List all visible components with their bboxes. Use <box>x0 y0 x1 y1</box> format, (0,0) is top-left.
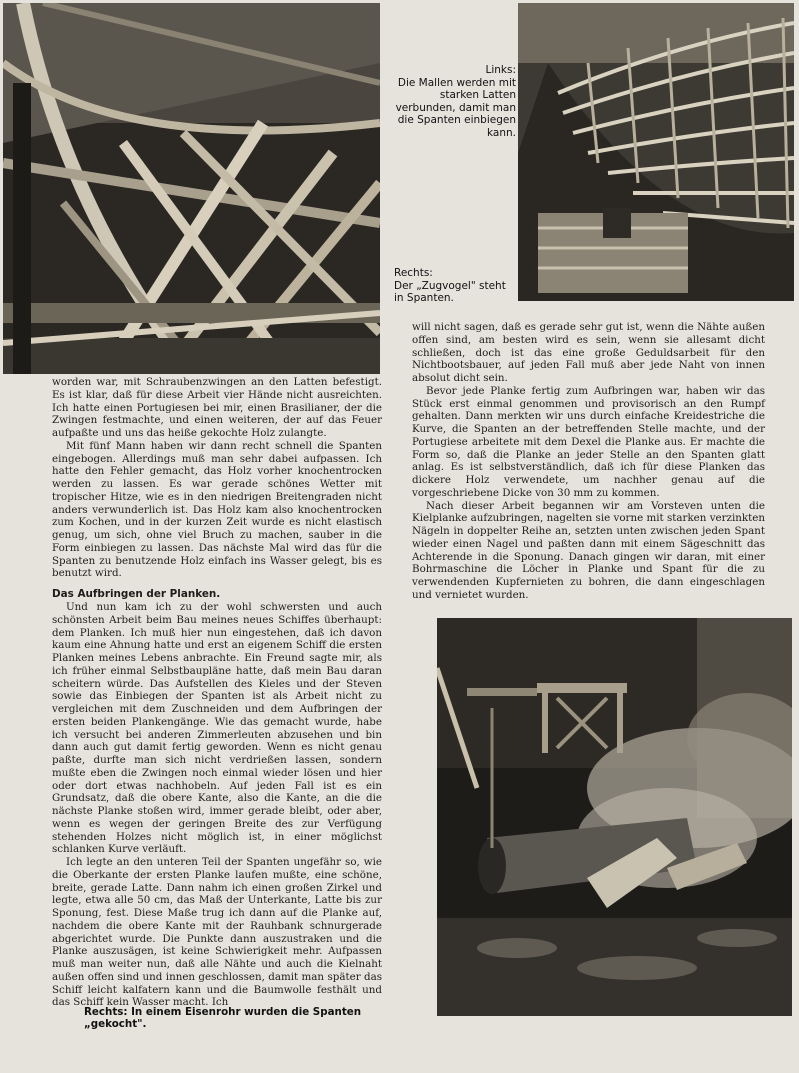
photo-zugvogel-in-frames <box>518 3 794 301</box>
right-paragraph-3: Nach dieser Arbeit begannen wir am Vorsteven unten die Kielplanke aufzubringen, nagelten sie vorne mit starken verzinkten Nägeln in doppelter Reihe an, setzten unten zwischen jeden Spant wieder einen Nagel und paßten dann mit einem Sägeschnitt das Achterende in die Sponung. Danach gingen wir daran, mit einer Bohrmaschine die Löcher in Planke und Spant für die zu verwendenden Kupfernieten zu bohren, die dann eingeschlagen und vernietet wurden. <box>412 499 765 601</box>
caption-rechts-top-head: Rechts: <box>394 267 433 279</box>
caption-rechts-top-body: Der „Zugvogel" steht in Spanten. <box>394 279 506 304</box>
right-paragraph-2: Bevor jede Planke fertig zum Aufbringen war, haben wir das Stück erst einmal genommen und provisorisch an den Rumpf gehalten. Dann merkten wir uns durch einfache Kreidestriche die Kurve, die Spanten an der betreffenden Stelle machte, und der Portugiese arbeitete mit dem Dexel die Planke aus. Er machte die Form so, daß die Planke an jeder Stelle an den Spanten glatt anlag. Es ist selbstverständlich, daß ich für diese Planken das dickere Holz verwendete, um nachher genau auf die vorgeschriebene Dicke von 30 mm zu kommen. <box>412 384 765 499</box>
right-paragraph-1: will nicht sagen, daß es gerade sehr gut ist, wenn die Nähte außen offen sind, am besten wird es sein, wenn sie allesamt dicht schließen, doch ist das eine große Geduldsarbeit für den Nichtbootsbauer, auf jeden Fall muß aber jede Naht von innen absolut dicht sein. <box>412 321 765 384</box>
left-text-column <box>52 376 382 1009</box>
caption-links-body: Die Mallen werden mit starken Latten verbunden, damit man die Spanten einbiegen kann. <box>395 76 516 139</box>
section-heading: Das Aufbringen der Planken. <box>52 588 221 600</box>
caption-links <box>394 64 516 139</box>
left-paragraph-1: worden war, mit Schraubenzwingen an den Latten befestigt. Es ist klar, daß für diese Arbeit vier Hände nicht ausreichten. Ich hatte einen Portugiesen bei mir, einen Brasilianer, der die Zwingen festmachte, und einen weiteren, der auf das Feuer aufpaßte und uns das heiße gekochte Holz zulangte. <box>52 376 382 439</box>
photo-molds-and-battens-image <box>3 3 380 374</box>
left-paragraph-4: Ich legte an den unteren Teil der Spanten ungefähr so, wie die Oberkante der ersten Planke laufen mußte, eine schöne, breite, gerade Latte. Dann nahm ich einen großen Zirkel und legte, etwa alle 50 cm, das Maß der Unterkante, Latte bis zur Sponung, fest. Diese Maße trug ich dann auf die Planke auf, nachdem die obere Kante mit der Rauhbank schnurgerade abgerichtet wurde. Die Punkte dann auszustraken und die Planke auszusägen, ist keine Schwierigkeit mehr. Aufpassen muß man weiter nun, daß alle Nähte und auch die Kielnaht außen offen sind und innen geschlossen, damit man später das Schiff leicht kalfatern kann und die Baumwolle festhält und das Schiff kein Wasser macht. Ich <box>52 856 382 1009</box>
photo-zugvogel-in-frames-image <box>518 3 794 301</box>
right-text-column <box>412 321 765 602</box>
photo-iron-pipe-steaming-image <box>437 618 792 1016</box>
caption-rechts-top <box>394 267 516 305</box>
left-paragraph-3: Und nun kam ich zu der wohl schwersten und auch schönsten Arbeit beim Bau meines neues Schiffes überhaupt: dem Planken. Ich muß hier nun eingestehen, daß ich davon kaum eine Ahnung hatte und erst an eigenem Schiff die ersten Planken meines Lebens anbrachte. Ein Freund sagte mir, als ich früher einmal Selbstbaupläne hatte, daß mein Bau daran scheitern würde. Das Aufstellen des Kieles und der Steven sowie das Einbiegen der Spanten ist als Arbeit nicht zu vergleichen mit dem Zuschneiden und dem Aufbringen der ersten beiden Plankengänge. Wie das gemacht wurde, habe ich versucht bei anderen Zimmerleuten abzusehen und bin dann auch gut damit fertig geworden. Wenn es nicht genau paßte, durfte man sich nicht verdrießen lassen, sondern mußte eben die Zwingen noch einmal wieder lösen und hier oder dort etwas nachhobeln. Auf jeden Fall ist es ein Grundsatz, daß die obere Kante, also die Kante, an die die nächste Planke stoßen wird, immer gerade bleibt, oder aber, wenn es wegen der geringen Breite des zur Verfügung stehenden Holzes nicht möglich ist, in einer möglichst schlanken Kurve verläuft. <box>52 601 382 856</box>
caption-links-head: Links: <box>485 64 516 76</box>
caption-rechts-bottom: Rechts: In einem Eisenrohr wurden die Spanten „gekocht". <box>84 1006 362 1030</box>
photo-molds-and-battens <box>3 3 380 374</box>
photo-iron-pipe-steaming <box>437 618 792 1016</box>
left-paragraph-2: Mit fünf Mann haben wir dann recht schnell die Spanten eingebogen. Allerdings muß man sehr dabei aufpassen. Ich hatte den Fehler gemacht, das Holz vorher knochentrocken werden zu lassen. Es war gerade schönes Wetter mit tropischer Hitze, wie es in den niedrigen Breitengraden nicht anders verwunderlich ist. Das Holz kam also knochentrocken zum Kochen, und in der kurzen Zeit wurde es nicht elastisch genug, um sich, ohne viel Bruch zu machen, sauber in die Form einbiegen zu lassen. Das nächste Mal wird das für die Spanten zu benutzende Holz einfach ins Wasser gelegt, bis es benutzt wird. <box>52 439 382 580</box>
